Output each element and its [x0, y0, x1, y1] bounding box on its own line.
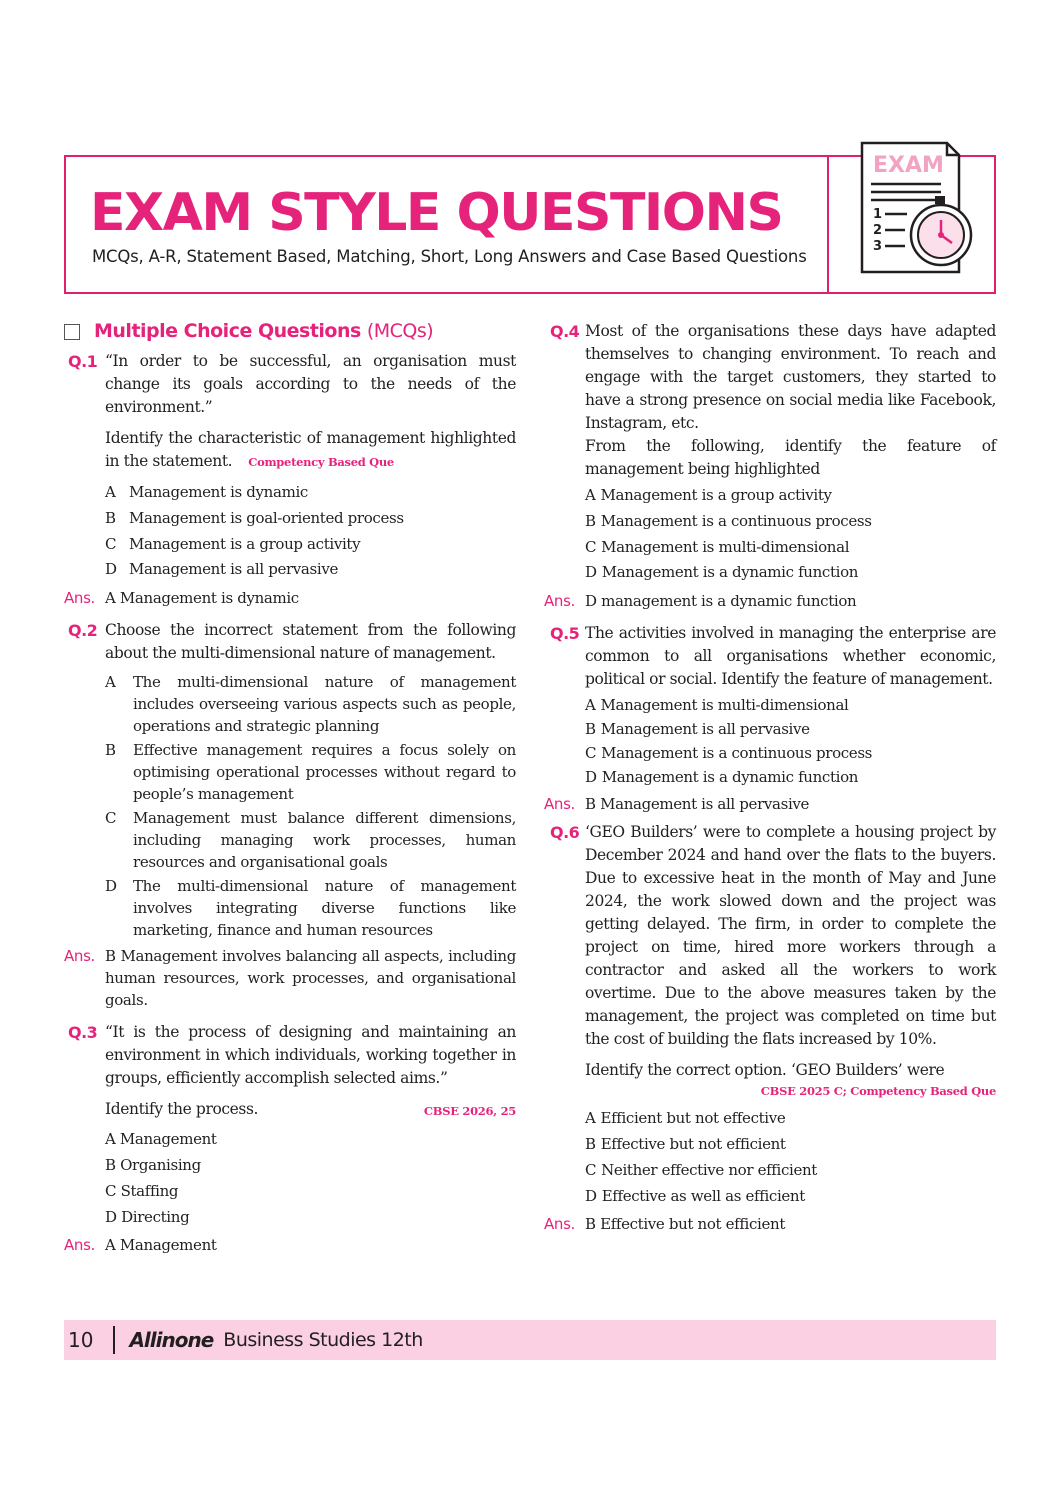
answer-label: Ans. [544, 1215, 575, 1234]
option-letter: D [585, 563, 597, 582]
option [585, 741, 996, 765]
option [105, 557, 516, 583]
question-tag: Competency Based Que [248, 455, 394, 469]
page-number: 10 [68, 1328, 94, 1352]
page-subtitle: MCQs, A-R, Statement Based, Matching, Short, Long Answers and Case Based Questions [92, 247, 807, 266]
option [585, 1184, 996, 1210]
option-letter: C [105, 534, 117, 553]
option-text: Management is a group activity [129, 534, 361, 553]
option [105, 875, 516, 941]
question-number: Q.3 [68, 1023, 98, 1043]
option-text: Organising [120, 1155, 201, 1174]
option-text: Management must balance different dimensions, including managing work processes, human resources and organisational goals [133, 809, 516, 872]
option-text: Management [119, 1130, 217, 1149]
answer-label: Ans. [64, 589, 95, 608]
answer-2 [64, 945, 516, 1011]
option [585, 1132, 996, 1158]
options-list [105, 1127, 516, 1230]
option [585, 560, 996, 586]
answer-label: Ans. [544, 795, 575, 814]
option-text: Management is multi-dimensional [600, 696, 849, 715]
option-text: Management is multi-dimensional [601, 537, 850, 556]
question-prompt-text: Identify the characteristic of management highlighted in the statement. [105, 429, 516, 470]
option [585, 1158, 996, 1184]
option-letter: D [585, 1186, 597, 1205]
question-prompt [105, 1098, 516, 1121]
question-2 [64, 619, 516, 941]
question-text: “In order to be successful, an organisation must change its goals according to the needs of the environment.” [105, 352, 516, 416]
option [585, 765, 996, 789]
answer-6 [544, 1213, 996, 1235]
option [585, 535, 996, 561]
question-4 [544, 320, 996, 586]
book-title: Business Studies 12th [223, 1329, 423, 1351]
page-title: EXAM STYLE QUESTIONS [90, 183, 783, 243]
answer-3 [64, 1234, 516, 1256]
option-text: Neither effective nor efficient [601, 1160, 817, 1179]
option-letter: A [105, 673, 116, 692]
option [105, 739, 516, 805]
option-text: Effective but not efficient [600, 1134, 786, 1153]
exam-icon-label: EXAM [873, 153, 944, 178]
question-1 [64, 350, 516, 583]
answer-label: Ans. [64, 1236, 95, 1255]
exam-icon-number: 1 [873, 207, 883, 222]
section-heading [64, 320, 516, 342]
option-letter: C [105, 809, 117, 828]
question-text: ‘GEO Builders’ were to complete a housing project by December 2024 and hand over the flats to the buyers. Due to excessive heat in the month of May and June 2024, the work slowed down and the project was getting delayed. The firm, in order to complete the project on time, hired more workers through a contractor and asked all the workers to work overtime. Due to the above measures taken by the management, the project was completed on time but the cost of building the flats increased by 10%. [585, 823, 996, 1049]
option [105, 1127, 516, 1153]
answer-text: A Management [105, 1236, 217, 1255]
options-list [585, 1106, 996, 1209]
answer-4 [544, 590, 996, 612]
option-text: The multi-dimensional nature of management involves integrating diverse functions like marketing, finance and human resources [133, 877, 516, 940]
question-number: Q.6 [550, 823, 580, 843]
option [105, 671, 516, 737]
option-letter: C [585, 1160, 597, 1179]
answer-text: B Management is all pervasive [585, 795, 810, 814]
option-letter: A [105, 483, 116, 501]
question-prompt [105, 427, 516, 474]
option-letter: D [105, 877, 117, 896]
answer-1 [64, 587, 516, 609]
exam-icon-number: 3 [873, 239, 883, 254]
question-5 [544, 622, 996, 789]
option-letter: D [585, 768, 597, 787]
option-text: Directing [121, 1207, 190, 1226]
question-6 [544, 821, 996, 1209]
question-3 [64, 1021, 516, 1230]
option-letter: B [105, 741, 116, 760]
option [585, 717, 996, 741]
option-text: Management is a continuous process [600, 511, 872, 530]
option-letter: A [585, 696, 596, 715]
right-column [544, 320, 996, 1245]
options-list [105, 671, 516, 941]
question-prompt: Identify the correct option. ‘GEO Builders’ were [585, 1061, 945, 1080]
question-text: The activities involved in managing the enterprise are common to all organisations whether economic, political or social. Identify the feature of management. [585, 624, 996, 689]
option-text: Effective as well as efficient [601, 1186, 805, 1205]
option [585, 509, 996, 535]
answer-5 [544, 793, 996, 815]
question-text: “It is the process of designing and maintaining an environment in which individuals, working together in groups, efficiently accomplish selected aims.” [105, 1023, 516, 1088]
options-list [585, 483, 996, 586]
exam-clipboard-icon [855, 140, 980, 280]
option-letter: B [585, 720, 596, 739]
answer-text: A Management is dynamic [105, 589, 299, 608]
option-letter: C [585, 537, 597, 556]
checkbox-icon [64, 324, 80, 340]
option-text: The multi-dimensional nature of management includes overseeing various aspects such as people, operations and strategic planning [133, 673, 516, 736]
options-list [585, 693, 996, 789]
option [585, 483, 996, 509]
option-text: Management is all pervasive [600, 720, 810, 739]
option [105, 1205, 516, 1231]
page-footer [64, 1320, 996, 1360]
option-letter: D [105, 560, 117, 579]
option-text: Efficient but not effective [600, 1109, 786, 1128]
option-letter: B [105, 1155, 116, 1174]
answer-label: Ans. [64, 947, 95, 966]
question-number: Q.5 [550, 624, 580, 644]
options-list [105, 480, 516, 583]
footer-divider [113, 1326, 115, 1354]
question-text: Most of the organisations these days have adapted themselves to changing environment. To reach and engage with the target customers, they started to have a strong presence on social media like Facebook, Instagram, etc. [585, 322, 996, 432]
answer-text: D management is a dynamic function [585, 592, 857, 611]
option [105, 480, 516, 506]
option-text: Management is all pervasive [129, 560, 338, 579]
option-letter: A [585, 1109, 596, 1128]
option-text: Management is dynamic [129, 483, 308, 501]
question-prompt: From the following, identify the feature of management being highlighted [585, 437, 996, 478]
option [105, 532, 516, 558]
header-divider [827, 155, 829, 294]
option-letter: A [585, 486, 596, 504]
answer-text: B Effective but not efficient [585, 1215, 786, 1234]
question-number: Q.2 [68, 621, 98, 641]
answer-label: Ans. [544, 592, 575, 611]
option-text: Staffing [120, 1181, 179, 1200]
brand-logo: Allinone [129, 1328, 214, 1352]
option [105, 506, 516, 532]
option-letter: C [105, 1181, 117, 1200]
option [105, 1153, 516, 1179]
option [105, 1179, 516, 1205]
exam-icon-number: 2 [873, 223, 883, 238]
question-text: Choose the incorrect statement from the following about the multi-dimensional nature of management. [105, 621, 516, 663]
option-letter: B [585, 511, 596, 530]
question-number: Q.1 [68, 352, 98, 371]
option-letter: B [105, 508, 116, 527]
question-prompt-text: Identify the process. [105, 1100, 259, 1119]
option-text: Management is a continuous process [601, 744, 873, 763]
question-number: Q.4 [550, 322, 580, 341]
option-text: Management is goal-oriented process [129, 508, 404, 527]
option-letter: D [105, 1207, 117, 1226]
question-tag: CBSE 2026, 25 [423, 1104, 516, 1119]
option-letter: C [585, 744, 597, 763]
option-letter: A [105, 1130, 116, 1149]
option-text: Management is a dynamic function [601, 563, 859, 582]
option-text: Management is a group activity [600, 486, 832, 504]
left-column [64, 320, 516, 1266]
option [585, 1106, 996, 1132]
option-letter: B [585, 1134, 596, 1153]
section-title: Multiple Choice Questions [94, 320, 361, 342]
question-tag: CBSE 2025 C; Competency Based Que [760, 1084, 996, 1099]
answer-text: B Management involves balancing all aspects, including human resources, work processes, and organisational goals. [105, 947, 516, 1010]
option [105, 807, 516, 873]
option-text: Effective management requires a focus solely on optimising operational processes without regard to people’s management [133, 741, 516, 804]
option-text: Management is a dynamic function [601, 768, 859, 787]
section-abbrev: (MCQs) [366, 320, 434, 342]
option [585, 693, 996, 717]
